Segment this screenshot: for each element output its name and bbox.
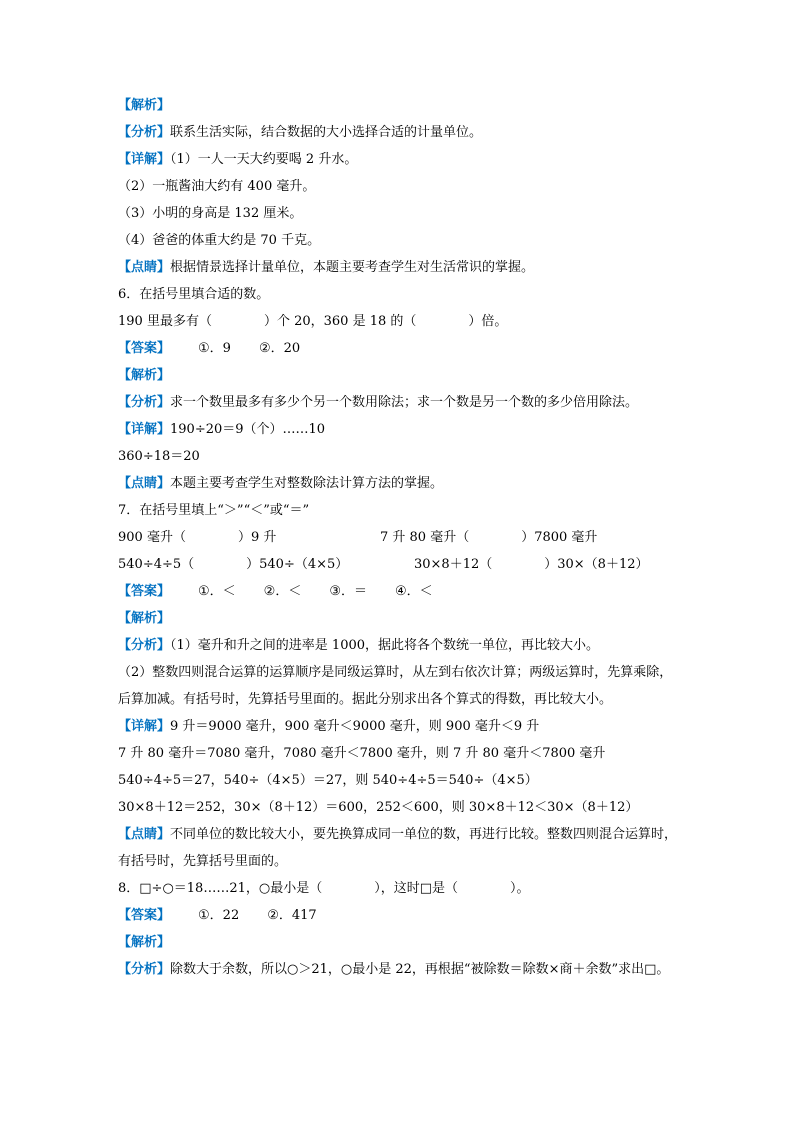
xiangjie-tag: 【详解】 <box>118 152 171 167</box>
document-page <box>118 92 678 983</box>
question-6-part-b: 360 是 18 的（ ）倍。 <box>323 314 508 329</box>
question-8-title: 8．□÷○＝18……21，○最小是（ ），这时□是（ ）。 <box>118 881 530 896</box>
question-7-item-2: 7 升 80 毫升（ ）7800 毫升 <box>380 530 598 545</box>
answer-item: ③．＝ <box>329 584 367 599</box>
fenxi-text: （1）毫升和升之间的进率是 1000，据此将各个数统一单位，再比较大小。 <box>170 638 600 653</box>
question-7-answer <box>118 578 678 605</box>
question-6-body <box>118 308 678 335</box>
xiangjie-line-2: （2）一瓶酱油大约有 400 毫升。 <box>118 179 316 194</box>
analysis-heading <box>118 929 678 956</box>
question-7-item-1: 900 毫升（ ）9 升 <box>118 530 277 545</box>
xiangjie-text: （1）一人一天大约要喝 2 升水。 <box>170 152 358 167</box>
answer-item: ①．＜ <box>198 584 236 599</box>
jiexi-tag: 【解析】 <box>118 611 171 626</box>
xiangjie-line-1 <box>118 146 678 173</box>
xiangjie-line-2: 360÷18＝20 <box>118 449 200 464</box>
jiexi-tag: 【解析】 <box>118 368 171 383</box>
answer-item: ①．9 <box>198 341 231 356</box>
jiexi-tag: 【解析】 <box>118 98 171 113</box>
dianjing-line <box>118 470 678 497</box>
fenxi-tag: 【分析】 <box>118 638 171 653</box>
fenxi-line <box>118 389 678 416</box>
question-7-row-2 <box>118 551 678 578</box>
answer-tag: 【答案】 <box>118 908 171 923</box>
answer-item: ②．＜ <box>263 584 302 599</box>
analysis-heading <box>118 605 678 632</box>
question-6-title: 6．在括号里填合适的数。 <box>118 287 270 302</box>
jiexi-tag: 【解析】 <box>118 935 171 950</box>
xiangjie-line-2: 7 升 80 毫升＝7080 毫升，7080 毫升＜7800 毫升，则 7 升 80 毫升＜7800 毫升 <box>118 746 606 761</box>
answer-tag: 【答案】 <box>118 341 171 356</box>
dianjing-tag: 【点睛】 <box>118 827 171 842</box>
analysis-heading <box>118 92 678 119</box>
dianjing-text: 不同单位的数比较大小，要先换算成同一单位的数，再进行比较。整数四则混合运算时，有括号时，先算括号里面的。 <box>118 827 678 869</box>
fenxi-tag: 【分析】 <box>118 125 171 140</box>
xiangjie-line-1 <box>118 713 678 740</box>
dianjing-tag: 【点睛】 <box>118 476 171 491</box>
xiangjie-text: 190÷20＝9（个）……10 <box>170 422 326 437</box>
fenxi-text: 求一个数里最多有多少个另一个数用除法；求一个数是另一个数的多少倍用除法。 <box>170 395 639 410</box>
question-6-part-a: 190 里最多有（ ）个 20， <box>118 314 324 329</box>
answer-item: ④．＜ <box>394 584 433 599</box>
question-8-answer <box>118 902 678 929</box>
xiangjie-line-4: （4）爸爸的体重大约是 70 千克。 <box>118 233 321 248</box>
fenxi-text: 除数大于余数，所以○＞21，○最小是 22，再根据“被除数＝除数×商＋余数”求出□。 <box>170 962 670 977</box>
answer-tag: 【答案】 <box>118 584 171 599</box>
answer-item: ②．417 <box>267 908 317 923</box>
answer-item: ②．20 <box>258 341 301 356</box>
answer-item: ①．22 <box>198 908 240 923</box>
xiangjie-line-4: 30×8＋12＝252，30×（8＋12）＝600，252＜600，则 30×8＋12＜30×（8＋12） <box>118 800 639 815</box>
fenxi-line-2: （2）整数四则混合运算的运算顺序是同级运算时，从左到右依次计算；两级运算时，先算乘除，后算加减。有括号时，先算括号里面的。据此分别求出各个算式的得数，再比较大小。 <box>118 665 673 707</box>
xiangjie-tag: 【详解】 <box>118 422 171 437</box>
question-7-item-3: 540÷4÷5（ ）540÷（4×5） <box>118 557 349 572</box>
fenxi-tag: 【分析】 <box>118 962 171 977</box>
fenxi-line <box>118 956 678 983</box>
dianjing-text: 本题主要考查学生对整数除法计算方法的掌握。 <box>170 476 444 491</box>
question-7-row-1 <box>118 524 678 551</box>
dianjing-line <box>118 821 678 875</box>
fenxi-tag: 【分析】 <box>118 395 171 410</box>
dianjing-tag: 【点睛】 <box>118 260 171 275</box>
question-7-title: 7．在括号里填上“＞”“＜”或“＝” <box>118 503 310 518</box>
xiangjie-tag: 【详解】 <box>118 719 171 734</box>
analysis-heading <box>118 362 678 389</box>
xiangjie-line-1 <box>118 416 678 443</box>
dianjing-text: 根据情景选择计量单位，本题主要考查学生对生活常识的掌握。 <box>170 260 535 275</box>
xiangjie-text: 9 升＝9000 毫升，900 毫升＜9000 毫升，则 900 毫升＜9 升 <box>170 719 540 734</box>
xiangjie-line-3: 540÷4÷5＝27，540÷（4×5）＝27，则 540÷4÷5＝540÷（4×5） <box>118 773 538 788</box>
question-6-answer <box>118 335 678 362</box>
xiangjie-line-3: （3）小明的身高是 132 厘米。 <box>118 206 303 221</box>
fenxi-line <box>118 119 678 146</box>
fenxi-line-1 <box>118 632 678 659</box>
dianjing-line <box>118 254 678 281</box>
fenxi-text: 联系生活实际，结合数据的大小选择合适的计量单位。 <box>170 125 483 140</box>
question-7-item-4: 30×8＋12（ ）30×（8＋12） <box>414 557 649 572</box>
